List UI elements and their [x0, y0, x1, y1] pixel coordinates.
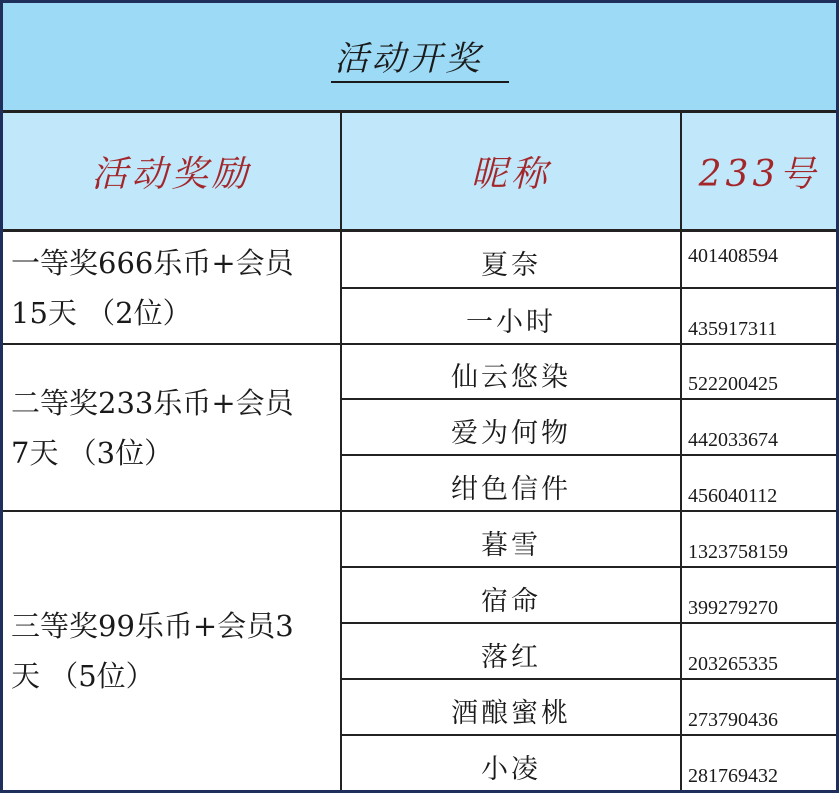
- prize-third-line-2: 天 （5位）: [11, 659, 155, 693]
- header-id-cell: [682, 113, 836, 232]
- winner-id: 401408594: [688, 245, 778, 267]
- winner-id: 273790436: [688, 709, 778, 731]
- winner-id-cell: [682, 512, 836, 568]
- table-title: 活动开奖: [331, 39, 509, 83]
- winner-nickname: 小凌: [481, 753, 541, 785]
- winner-nickname-cell: [342, 736, 682, 790]
- winner-id: 1323758159: [688, 541, 788, 563]
- prize-third-cell: [3, 512, 342, 790]
- prize-first-line-1: 一等奖666乐币+会员: [11, 245, 294, 280]
- winner-id: 281769432: [688, 765, 778, 787]
- header-nickname: 昵称: [470, 153, 551, 195]
- winner-nickname-cell: [342, 624, 682, 680]
- winner-id-cell: [682, 345, 836, 400]
- winner-id-cell: [682, 232, 836, 289]
- prize-second-cell: [3, 345, 342, 512]
- prize-first-line-2: 15天 （2位）: [11, 295, 192, 330]
- header-id: 233号: [698, 153, 820, 195]
- winner-nickname: 爱为何物: [451, 417, 571, 449]
- prize-third-line-1: 三等奖99乐币+会员3: [11, 609, 294, 643]
- winner-id-cell: [682, 400, 836, 456]
- header-reward: 活动奖励: [91, 153, 252, 195]
- winner-nickname-cell: [342, 400, 682, 456]
- winner-nickname: 宿命: [481, 585, 541, 617]
- winner-nickname-cell: [342, 289, 682, 345]
- prize-second-line-2: 7天 （3位）: [11, 435, 174, 470]
- winner-nickname-cell: [342, 456, 682, 512]
- winner-nickname: 一小时: [466, 306, 556, 338]
- winner-id: 203265335: [688, 653, 778, 675]
- winner-id: 399279270: [688, 597, 778, 619]
- winner-nickname: 酒酿蜜桃: [451, 697, 571, 729]
- winner-nickname-cell: [342, 345, 682, 400]
- winner-nickname-cell: [342, 568, 682, 624]
- winner-nickname-cell: [342, 680, 682, 736]
- title-row: [3, 3, 836, 113]
- winner-id-cell: [682, 568, 836, 624]
- winner-id-cell: [682, 289, 836, 345]
- winner-id-cell: [682, 680, 836, 736]
- prize-second-line-1: 二等奖233乐币+会员: [11, 385, 294, 420]
- winner-id: 442033674: [688, 429, 778, 451]
- winner-id: 456040112: [688, 485, 778, 507]
- header-reward-cell: [3, 113, 342, 232]
- winner-id: 435917311: [688, 318, 778, 340]
- winner-nickname: 绀色信件: [451, 473, 571, 505]
- winner-nickname-cell: [342, 512, 682, 568]
- winner-id: 522200425: [688, 373, 778, 395]
- winner-id-cell: [682, 624, 836, 680]
- winner-id-cell: [682, 736, 836, 790]
- winner-nickname: 夏奈: [481, 250, 541, 281]
- winner-nickname: 落红: [481, 641, 541, 673]
- winner-nickname: 仙云悠染: [451, 362, 571, 393]
- header-nickname-cell: [342, 113, 682, 232]
- winner-id-cell: [682, 456, 836, 512]
- prize-first-cell: [3, 232, 342, 345]
- winner-nickname-cell: [342, 232, 682, 289]
- winner-nickname: 暮雪: [481, 529, 541, 561]
